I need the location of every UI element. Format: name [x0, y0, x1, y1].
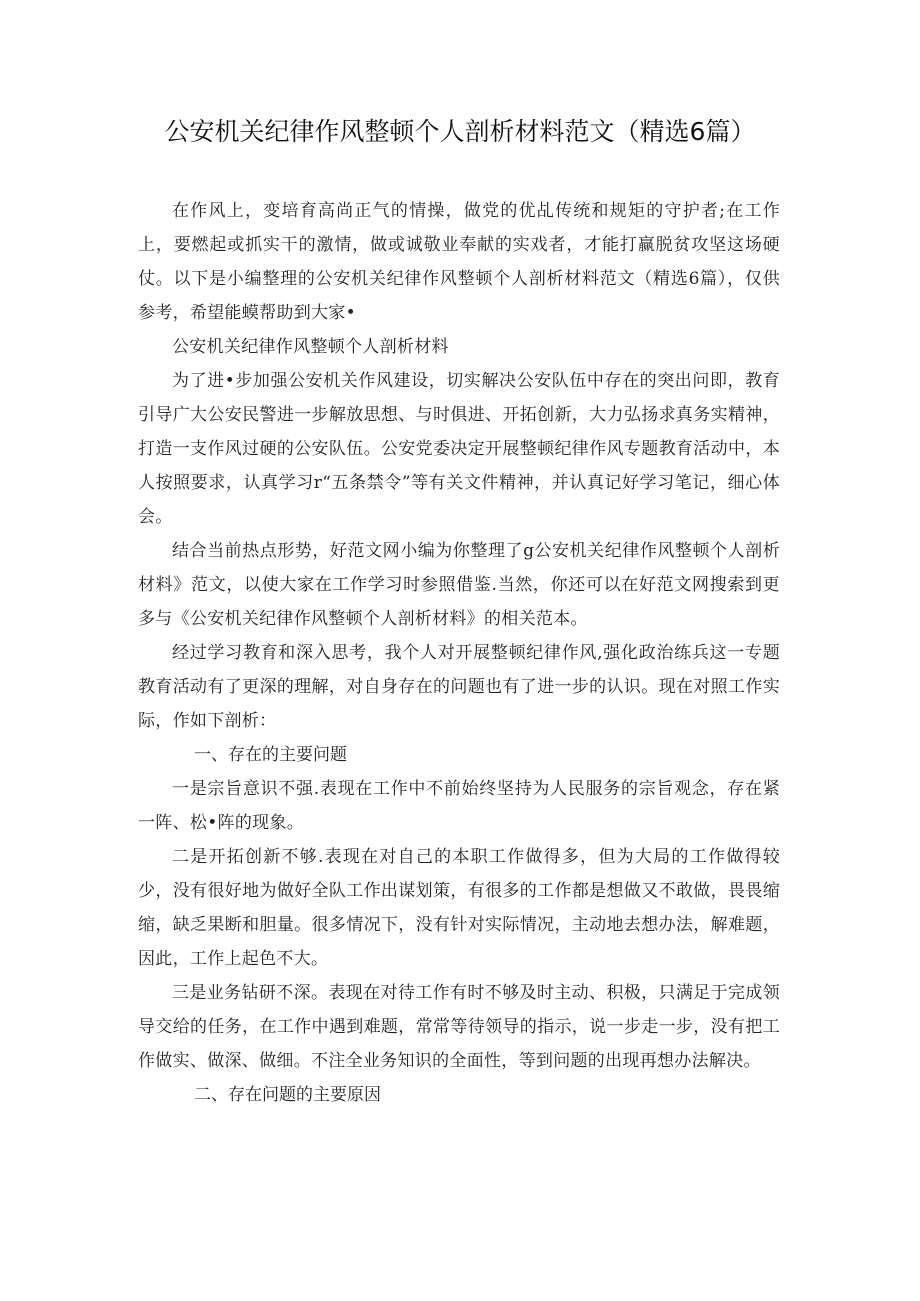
body-paragraph: 结合当前热点形势，好范文网小编为你整理了g公安机关纪律作风整顿个人剖析材料》范文，以使大家在工作学习时参照借鉴.当然，你还可以在好范文网搜索到更多与《公安机关纪律作风整顿个人剖析材料》的相关范本。: [138, 541, 780, 629]
section-heading: 一、存在的主要问题: [194, 745, 347, 765]
intro-paragraph: 在作风上，变培育高尚正气的情操，做党的优乩传统和规矩的守护者;在工作上，要燃起或抓实干的激情，做或诚敬业奉献的实戏者，才能打赢脱贫攻坚这场硬仗。以下是小编整理的公安机关纪律作风整顿个人剖析材料范文（精选6篇），仅供参考，希望能蟆帮助到大家•: [138, 201, 780, 323]
body-paragraph: 经过学习教育和深入思考，我个人对开展整顿纪律作风,强化政治练兵这一专题教育活动有了更深的理解，对自身存在的问题也有了进一步的认识。现在对照工作实际，作如下剖析：: [138, 643, 780, 731]
section-heading: 二、存在问题的主要原因: [194, 1085, 381, 1105]
body-paragraph: 三是业务钻研不深。表现在对待工作有时不够及时主动、积极，只满足于完成领导交给的任务，在工作中遇到难题，常常等待领导的指示，说一步走一步，没有把工作做实、做深、做细。不注全业务知识的全面性，等到问题的出现再想办法解决。: [138, 983, 780, 1071]
subtitle-paragraph: 公安机关纪律作风整顿个人剖析材料: [172, 337, 449, 357]
body-paragraph: 为了进•步加强公安机关作风建设，切实解决公安队伍中存在的突出问即，教育引导广大公安民警进一步解放思想、与时俱进、开拓创新，大力弘扬求真务实精神，打造一支作风过硬的公安队伍。公安党委决定开展整顿纪律作风专题教育活动中，本人按照要求，认真学习r“五条禁令”等有关文件精神，并认真记好学习笔记，细心体会。: [138, 371, 780, 527]
document-body: [138, 194, 780, 1112]
body-paragraph: 二是开拓创新不够.表现在对自己的本职工作做得多，但为大局的工作做得较少，没有很好地为做好全队工作出谋划策，有很多的工作都是想做又不敢做，畏畏缩缩，缺乏果断和胆量。很多情况下，没有针对实际情况，主动地去想办法，解难题，因此，工作上起色不大。: [138, 847, 780, 969]
body-paragraph: 一是宗旨意识不强.表现在工作中不前始终坚持为人民服务的宗旨观念，存在紧一阵、松•阵的现象。: [138, 779, 780, 833]
document-title: 公安机关纪律作风整顿个人剖析材料范文（精选6篇）: [164, 117, 756, 146]
